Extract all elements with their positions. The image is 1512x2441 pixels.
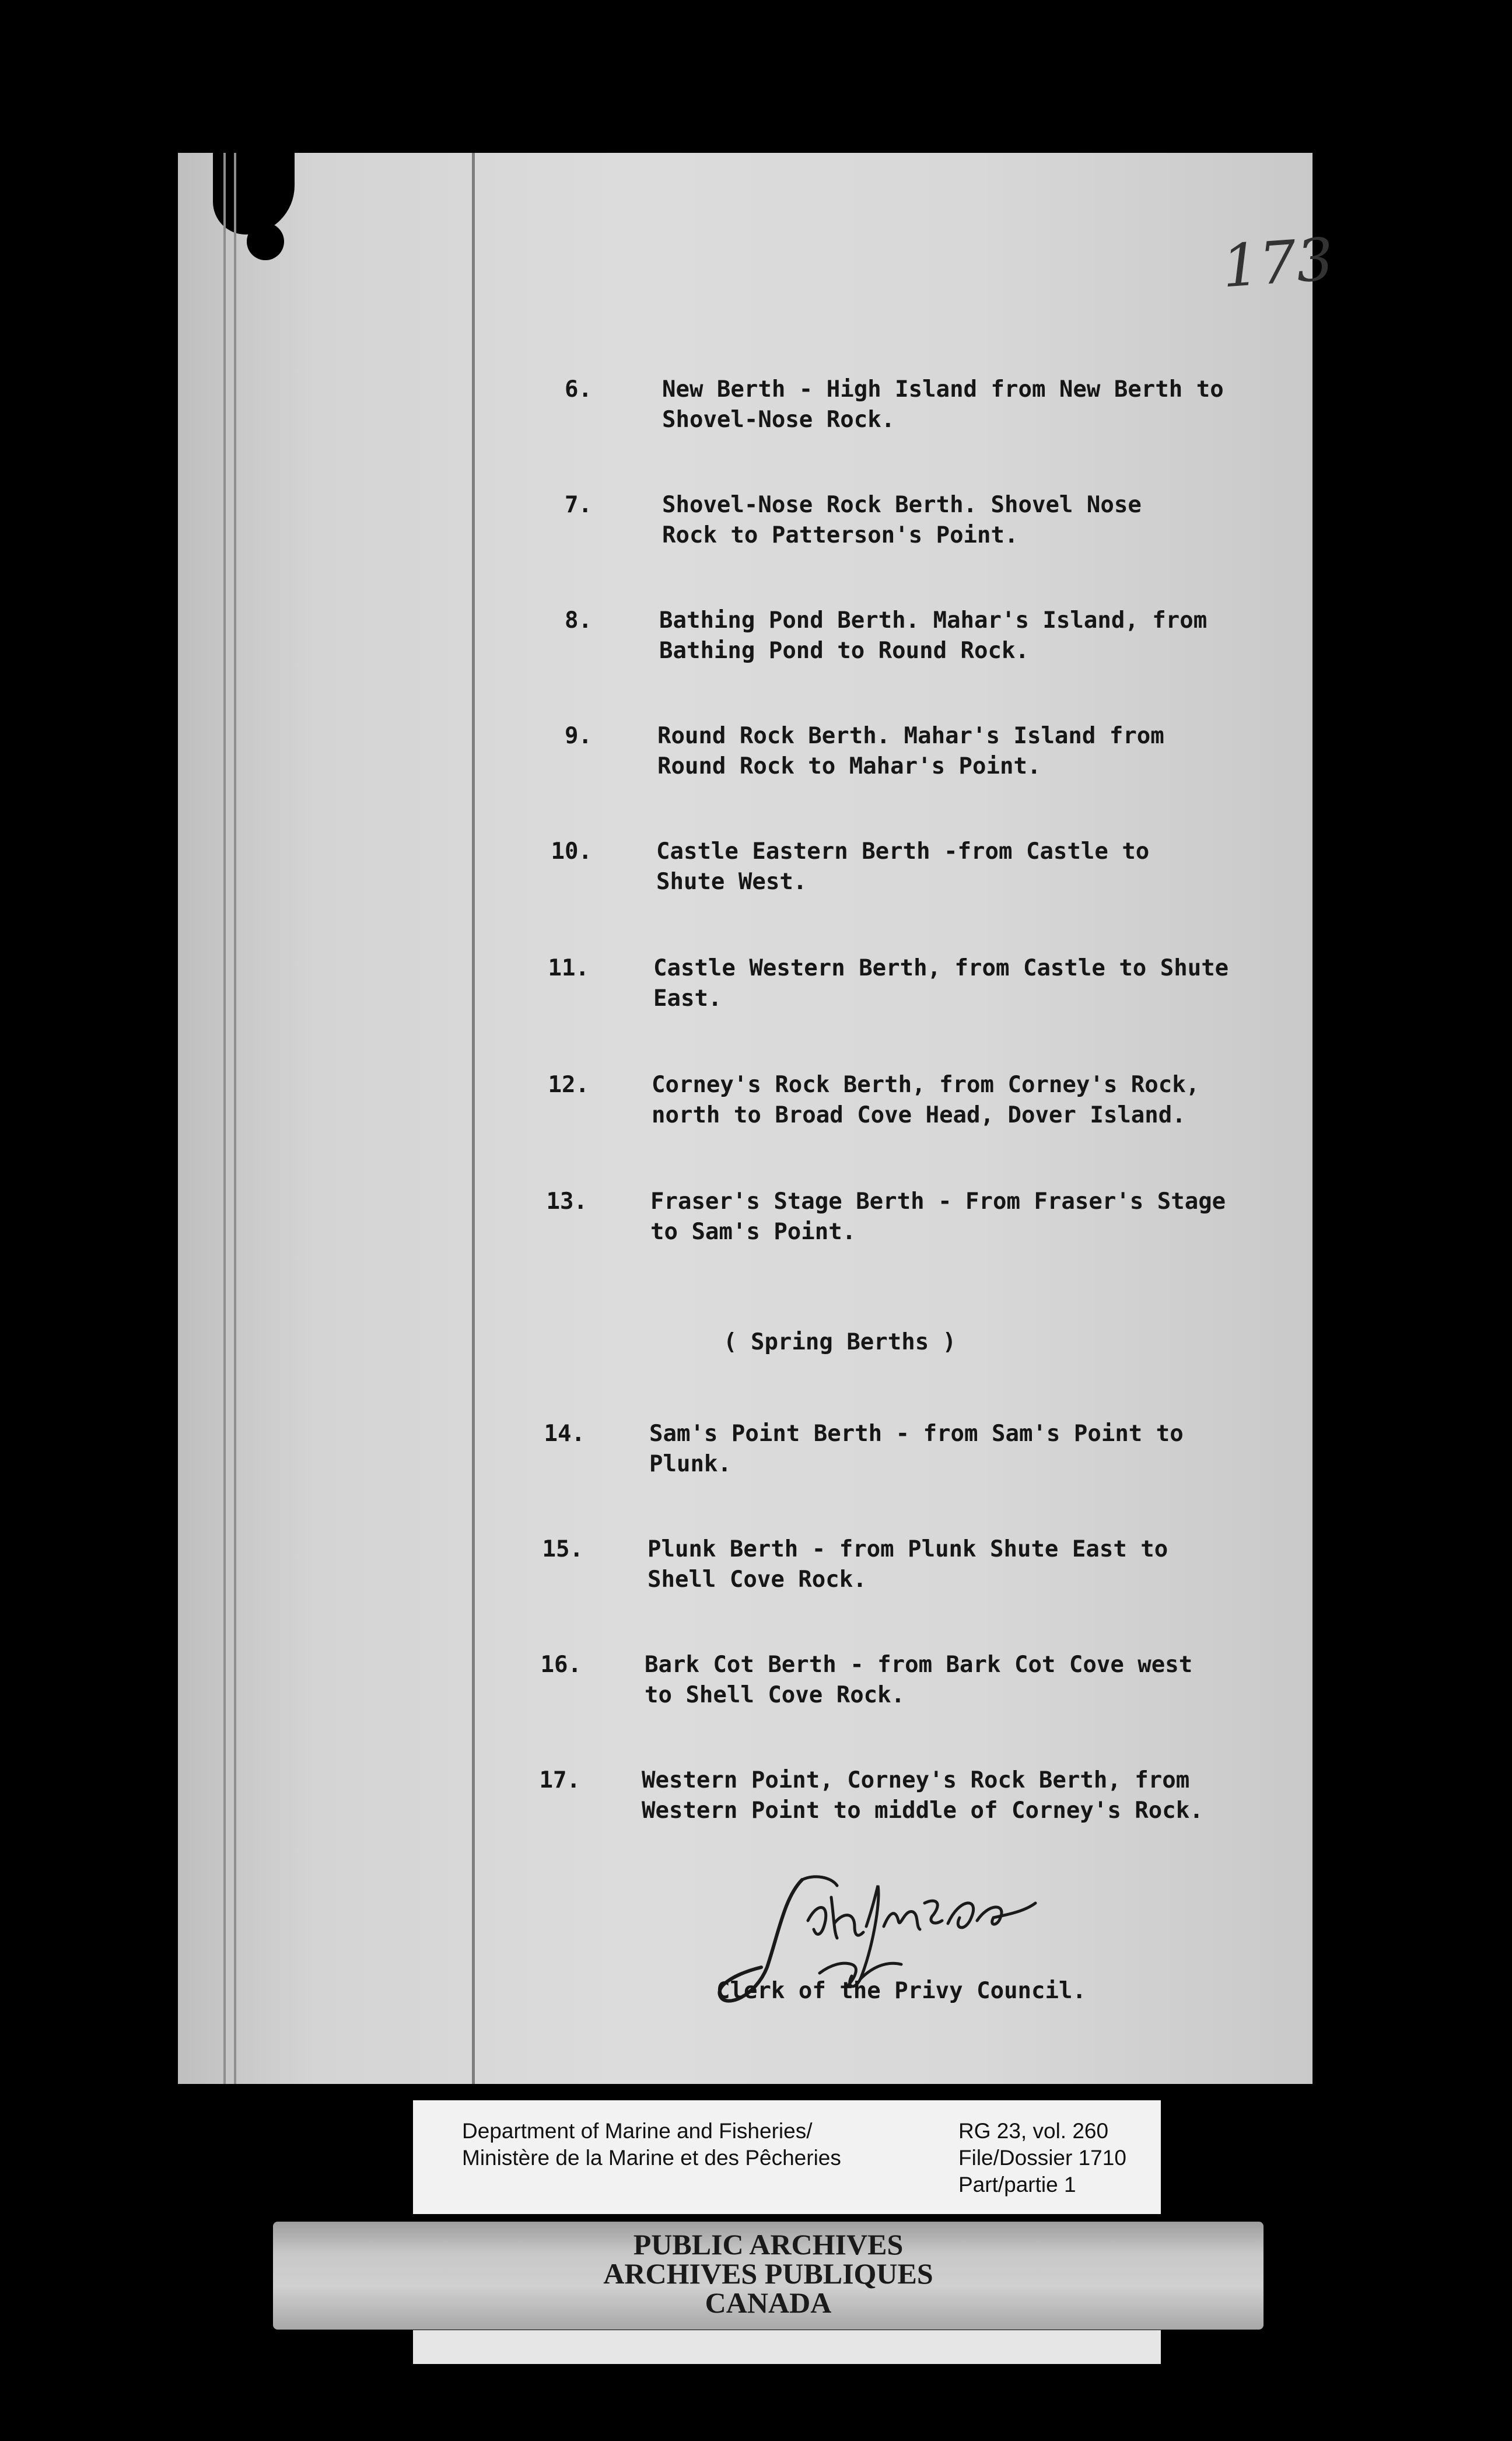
- entry-number: 8.: [565, 607, 592, 634]
- archive-label: [413, 2100, 1161, 2214]
- margin-rule-left: [223, 153, 226, 2084]
- entry-number: 12.: [548, 1072, 589, 1098]
- entry-text: Plunk Berth - from Plunk Shute East to Shell Cove Rock.: [648, 1536, 1168, 1593]
- entry-text: New Berth - High Island from New Berth to Shovel-Nose Rock.: [662, 376, 1224, 433]
- entry-text: Bathing Pond Berth. Mahar's Island, from Bathing Pond to Round Rock.: [659, 607, 1208, 664]
- entry-number: 6.: [565, 376, 592, 403]
- file-number: File/Dossier 1710: [958, 2146, 1126, 2170]
- entry-text: Castle Eastern Berth -from Castle to Shute West.: [656, 838, 1150, 895]
- part-number: Part/partie 1: [958, 2173, 1076, 2197]
- entry-number: 7.: [565, 492, 592, 518]
- entry-text: Bark Cot Berth - from Bark Cot Cove west to Shell Cove Rock.: [645, 1652, 1193, 1708]
- entry-text: Sam's Point Berth - from Sam's Point to Plunk.: [649, 1421, 1184, 1477]
- document-page: [178, 153, 1336, 2084]
- entry-number: 17.: [539, 1767, 580, 1793]
- entry-text: Corney's Rock Berth, from Corney's Rock, north to Broad Cove Head, Dover Island.: [652, 1072, 1200, 1128]
- entry-number: 9.: [565, 723, 592, 749]
- entry-number: 11.: [548, 955, 589, 981]
- stamp-line-3: CANADA: [705, 2286, 832, 2319]
- margin-rule: [472, 153, 475, 2084]
- entry-number: 16.: [540, 1652, 582, 1678]
- archives-stamp: [273, 2222, 1264, 2330]
- entry-number: 13.: [546, 1188, 587, 1215]
- archive-department: [462, 2118, 841, 2171]
- entry-number: 10.: [551, 838, 592, 865]
- entry-number: 14.: [544, 1421, 585, 1447]
- page-number: 173: [1220, 225, 1336, 301]
- record-group: RG 23, vol. 260: [958, 2119, 1109, 2143]
- department-english: Department of Marine and Fisheries/: [462, 2119, 813, 2143]
- stamp-text: [273, 2230, 1264, 2317]
- section-heading: ( Spring Berths ): [723, 1329, 957, 1355]
- entry-text: Western Point, Corney's Rock Berth, from Western Point to middle of Corney's Rock.: [642, 1767, 1203, 1824]
- stamp-line-2: ARCHIVES PUBLIQUES: [603, 2257, 933, 2290]
- department-french: Ministère de la Marine et des Pêcheries: [462, 2146, 841, 2170]
- margin-rule-left-2: [234, 153, 236, 2084]
- stamp-line-1: PUBLIC ARCHIVES: [633, 2228, 904, 2261]
- entry-text: Shovel-Nose Rock Berth. Shovel Nose Rock to Patterson's Point.: [662, 492, 1142, 548]
- entry-text: Fraser's Stage Berth - From Fraser's Stage to Sam's Point.: [650, 1188, 1226, 1245]
- punch-hole: [247, 223, 284, 260]
- signature-caption: Clerk of the Privy Council.: [716, 1978, 1086, 2004]
- archive-reference: [958, 2118, 1126, 2198]
- entry-text: Castle Western Berth, from Castle to Shute East.: [653, 955, 1229, 1012]
- entry-number: 15.: [542, 1536, 583, 1562]
- entry-text: Round Rock Berth. Mahar's Island from Round Rock to Mahar's Point.: [657, 723, 1164, 779]
- stamp-base: [413, 2330, 1161, 2364]
